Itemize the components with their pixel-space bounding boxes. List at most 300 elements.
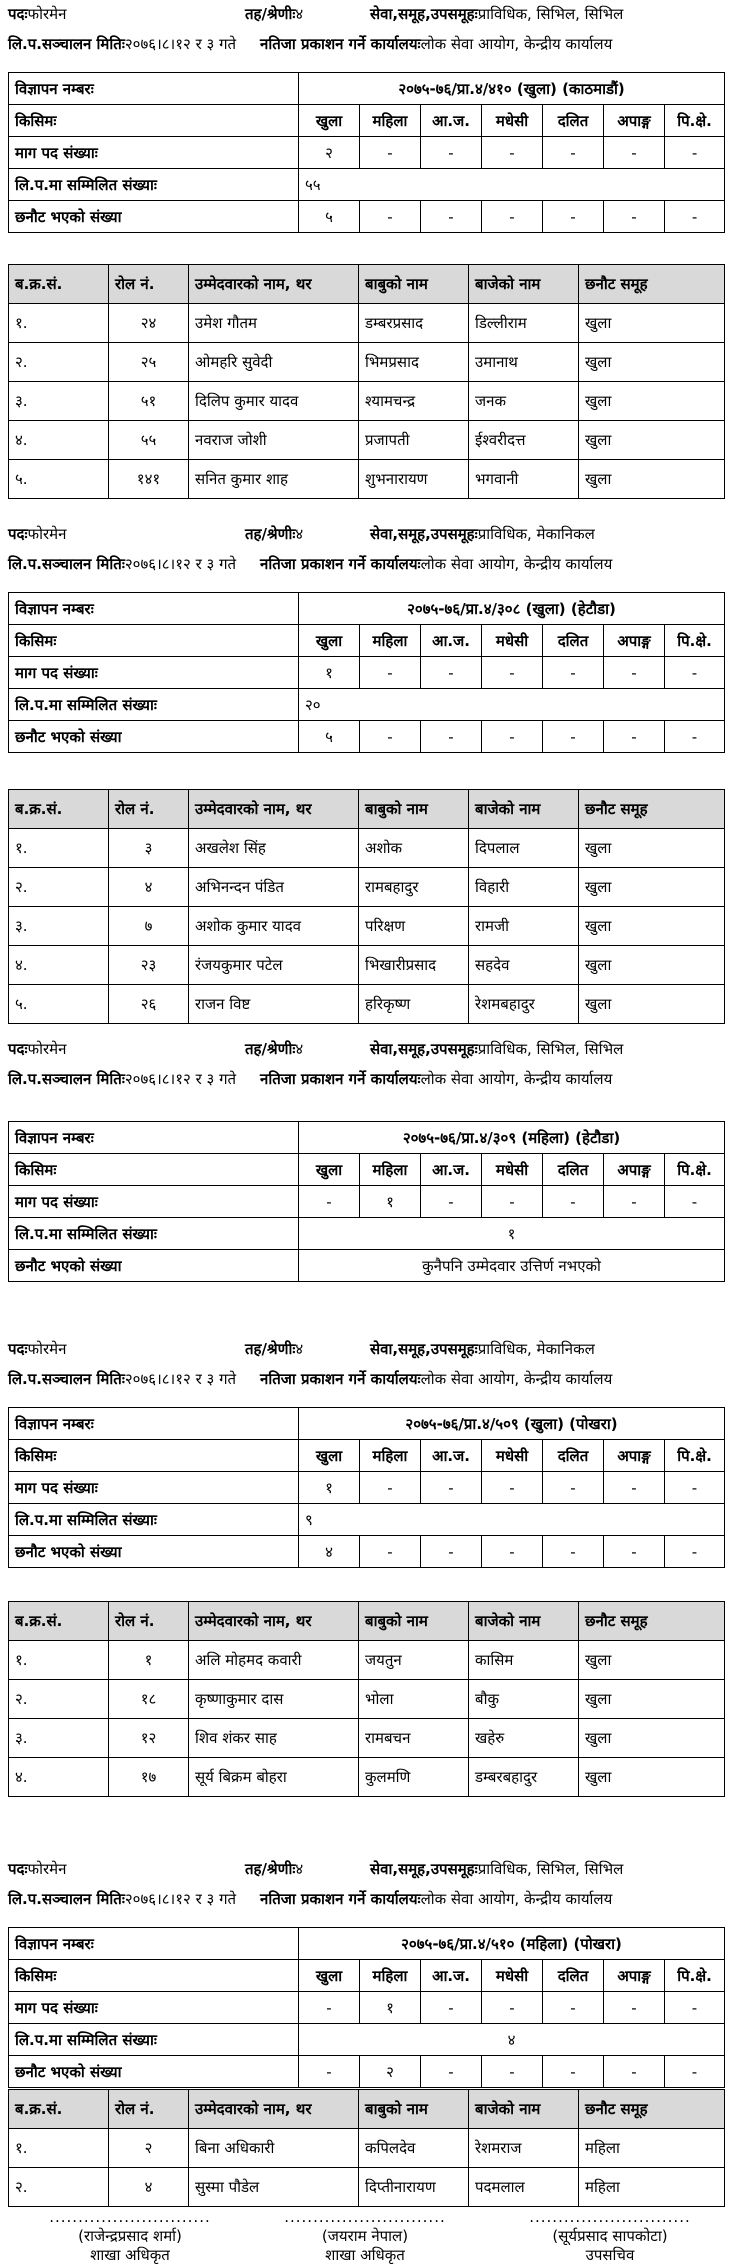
- written-count-value: ९: [299, 1504, 725, 1536]
- office-field: [260, 1069, 613, 1089]
- level-label: तह/श्रेणीः: [245, 1340, 296, 1358]
- advertisement-info-table: [8, 1121, 725, 1282]
- adv-number-value: २०७५-७६/प्रा.४/३०८ (खुला) (हेटौडा): [299, 593, 725, 625]
- table-cell: १८: [109, 1680, 189, 1719]
- demand-value: -: [543, 657, 604, 689]
- selected-value: -: [604, 1536, 665, 1568]
- selected-value: -: [421, 201, 482, 233]
- exam-date-value: २०७६।८।१२ र ३ गते: [124, 1070, 237, 1088]
- category-header: अपाङ्ग: [604, 625, 665, 657]
- candidates-header-row: [9, 265, 725, 304]
- table-cell: ४.: [9, 946, 109, 985]
- level-label: तह/श्रेणीः: [245, 1040, 296, 1058]
- table-cell: नवराज जोशी: [189, 421, 359, 460]
- selected-value: ४: [299, 1536, 360, 1568]
- table-row: [9, 907, 725, 946]
- table-cell: खुला: [579, 868, 725, 907]
- table-cell: भगवानी: [469, 460, 579, 499]
- selected-value: -: [421, 1536, 482, 1568]
- written-count-value: ५५: [299, 169, 725, 201]
- type-label: किसिमः: [9, 625, 299, 657]
- table-cell: डिल्लीराम: [469, 304, 579, 343]
- demand-value: -: [604, 137, 665, 169]
- post-value: फोरमेन: [27, 1340, 67, 1358]
- demand-value: १: [360, 1992, 421, 2024]
- demand-row: [9, 657, 725, 689]
- table-row: [9, 2129, 725, 2168]
- table-row: [9, 985, 725, 1024]
- category-header: आ.ज.: [421, 1960, 482, 1992]
- demand-label: माग पद संख्याः: [9, 1472, 299, 1504]
- written-row: [9, 689, 725, 721]
- section-header-line-1: [0, 1859, 734, 1889]
- post-value: फोरमेन: [27, 5, 67, 23]
- table-cell: कुलमणि: [359, 1758, 469, 1797]
- office-label: नतिजा प्रकाशन गर्ने कार्यालयः: [260, 1070, 421, 1088]
- selected-value: -: [360, 201, 421, 233]
- table-cell: महिला: [579, 2168, 725, 2207]
- written-row: [9, 1218, 725, 1250]
- candidates-header-row: [9, 1602, 725, 1641]
- section-header-line-1: [0, 1039, 734, 1069]
- office-label: नतिजा प्रकाशन गर्ने कार्यालयः: [260, 555, 421, 573]
- service-field: [370, 1039, 624, 1059]
- table-cell: खुला: [579, 1641, 725, 1680]
- table-cell: २.: [9, 2168, 109, 2207]
- written-count-value: २०: [299, 689, 725, 721]
- demand-value: १: [299, 1472, 360, 1504]
- adv-number-value: २०७५-७६/प्रा.४/३०९ (महिला) (हेटौडा): [299, 1122, 725, 1154]
- demand-label: माग पद संख्याः: [9, 657, 299, 689]
- category-header: पि.क्षे.: [665, 1960, 725, 1992]
- demand-value: -: [665, 1472, 725, 1504]
- signature-1-title: शाखा अधिकृत: [90, 2246, 170, 2264]
- demand-value: १: [360, 1186, 421, 1218]
- written-count-value: १: [299, 1218, 725, 1250]
- selected-value: -: [360, 1536, 421, 1568]
- demand-label: माग पद संख्याः: [9, 1186, 299, 1218]
- selected-value: -: [665, 201, 725, 233]
- type-label: किसिमः: [9, 105, 299, 137]
- selected-row: [9, 721, 725, 753]
- service-field: [370, 1859, 624, 1879]
- table-cell: २४: [109, 304, 189, 343]
- service-value: प्राविधिक, सिभिल, सिभिल: [477, 1860, 624, 1878]
- exam-date-field: [8, 1369, 237, 1389]
- level-value: ४: [295, 5, 304, 23]
- category-header: खुला: [299, 1154, 360, 1186]
- table-cell: ३: [109, 829, 189, 868]
- written-row: [9, 2024, 725, 2056]
- adv-number-value: २०७५-७६/प्रा.४/५०९ (खुला) (पोखरा): [299, 1408, 725, 1440]
- table-cell: ईश्वरीदत्त: [469, 421, 579, 460]
- demand-label: माग पद संख्याः: [9, 1992, 299, 2024]
- selected-value: २: [360, 2056, 421, 2088]
- category-header: खुला: [299, 1440, 360, 1472]
- table-row: [9, 829, 725, 868]
- signature-3-title: उपसचिव: [585, 2246, 635, 2264]
- service-field: [370, 524, 595, 544]
- office-field: [260, 1889, 613, 1909]
- demand-value: -: [360, 657, 421, 689]
- written-count-label: लि.प.मा सम्मिलित संख्याः: [9, 1218, 299, 1250]
- demand-row: [9, 1186, 725, 1218]
- column-header: बाजेको नाम: [469, 1602, 579, 1641]
- written-count-label: लि.प.मा सम्मिलित संख्याः: [9, 169, 299, 201]
- candidates-table: [8, 1601, 725, 1797]
- table-cell: बिना अधिकारी: [189, 2129, 359, 2168]
- category-header: महिला: [360, 105, 421, 137]
- service-label: सेवा,समूह,उपसमूहः: [370, 1040, 478, 1058]
- adv-number-row: [9, 1122, 725, 1154]
- demand-value: -: [543, 1186, 604, 1218]
- section-header-line-1: [0, 4, 734, 34]
- table-cell: महिला: [579, 2129, 725, 2168]
- exam-date-label: लि.प.सञ्चालन मितिः: [8, 35, 125, 53]
- demand-value: -: [665, 137, 725, 169]
- candidates-table: [8, 789, 725, 1024]
- table-cell: ३.: [9, 382, 109, 421]
- demand-value: -: [421, 657, 482, 689]
- post-label: पदः: [8, 5, 28, 23]
- table-row: [9, 1680, 725, 1719]
- signature-3: ............................ (सूर्यप्रसाद सापकोटा) उपसचिव: [510, 2208, 710, 2265]
- table-cell: अभिनन्दन पंडित: [189, 868, 359, 907]
- exam-date-label: लि.प.सञ्चालन मितिः: [8, 1070, 125, 1088]
- column-header: बाबुको नाम: [359, 265, 469, 304]
- category-header: आ.ज.: [421, 625, 482, 657]
- column-header: बाबुको नाम: [359, 2090, 469, 2129]
- selected-value: -: [604, 201, 665, 233]
- column-header: उम्मेदवारको नाम, थर: [189, 1602, 359, 1641]
- table-cell: खुला: [579, 421, 725, 460]
- category-row: [9, 1154, 725, 1186]
- table-cell: कासिम: [469, 1641, 579, 1680]
- table-cell: जनक: [469, 382, 579, 421]
- level-field: [245, 4, 304, 24]
- exam-date-field: [8, 554, 237, 574]
- selected-value: -: [665, 1536, 725, 1568]
- table-cell: ४: [109, 2168, 189, 2207]
- table-cell: दिपलाल: [469, 829, 579, 868]
- column-header: रोल नं.: [109, 1602, 189, 1641]
- selected-value: -: [421, 2056, 482, 2088]
- table-cell: २: [109, 2129, 189, 2168]
- table-cell: ४: [109, 868, 189, 907]
- table-cell: १.: [9, 2129, 109, 2168]
- demand-value: -: [482, 1472, 543, 1504]
- demand-value: -: [299, 1992, 360, 2024]
- adv-number-label: विज्ञापन नम्बरः: [9, 593, 299, 625]
- level-label: तह/श्रेणीः: [245, 5, 296, 23]
- signature-1: ............................ (राजेन्द्रप्रसाद शर्मा) शाखा अधिकृत: [30, 2208, 230, 2265]
- table-cell: सूर्य बिक्रम बोहरा: [189, 1758, 359, 1797]
- demand-row: [9, 1472, 725, 1504]
- category-header: दलित: [543, 105, 604, 137]
- advertisement-info-table: [8, 592, 725, 753]
- column-header: छनौट समूह: [579, 790, 725, 829]
- category-header: दलित: [543, 1960, 604, 1992]
- table-cell: खुला: [579, 907, 725, 946]
- table-cell: ५.: [9, 460, 109, 499]
- signature-2-title: शाखा अधिकृत: [325, 2246, 405, 2264]
- category-row: [9, 1960, 725, 1992]
- section-header-line-1: [0, 524, 734, 554]
- category-header: पि.क्षे.: [665, 105, 725, 137]
- signature-3-name: (सूर्यप्रसाद सापकोटा): [552, 2227, 668, 2245]
- demand-value: -: [421, 1186, 482, 1218]
- table-cell: विहारी: [469, 868, 579, 907]
- selected-value: -: [543, 721, 604, 753]
- post-field: [8, 4, 67, 24]
- demand-row: [9, 137, 725, 169]
- selected-value: -: [482, 721, 543, 753]
- selected-value: -: [604, 721, 665, 753]
- post-field: [8, 1859, 67, 1879]
- column-header: उम्मेदवारको नाम, थर: [189, 2090, 359, 2129]
- post-value: फोरमेन: [27, 1860, 67, 1878]
- level-field: [245, 1339, 304, 1359]
- category-row: [9, 1440, 725, 1472]
- table-cell: जयतुन: [359, 1641, 469, 1680]
- category-header: पि.क्षे.: [665, 1154, 725, 1186]
- demand-value: -: [665, 657, 725, 689]
- service-value: प्राविधिक, मेकानिकल: [477, 1340, 595, 1358]
- table-cell: भिमप्रसाद: [359, 343, 469, 382]
- category-header: मधेसी: [482, 1440, 543, 1472]
- table-cell: प्रजापती: [359, 421, 469, 460]
- table-cell: खुला: [579, 1719, 725, 1758]
- level-value: ४: [295, 1340, 304, 1358]
- exam-date-value: २०७६।८।१२ र ३ गते: [124, 35, 237, 53]
- table-cell: २.: [9, 868, 109, 907]
- written-count-label: लि.प.मा सम्मिलित संख्याः: [9, 689, 299, 721]
- selected-count-label: छनौट भएको संख्या: [9, 721, 299, 753]
- section-header-line-2: [0, 554, 734, 584]
- table-cell: खुला: [579, 1758, 725, 1797]
- table-cell: खहेरु: [469, 1719, 579, 1758]
- post-label: पदः: [8, 1860, 28, 1878]
- demand-value: -: [604, 657, 665, 689]
- demand-value: -: [604, 1992, 665, 2024]
- service-value: प्राविधिक, सिभिल, सिभिल: [477, 1040, 624, 1058]
- category-header: दलित: [543, 625, 604, 657]
- table-cell: ४.: [9, 421, 109, 460]
- category-header: अपाङ्ग: [604, 1440, 665, 1472]
- category-row: [9, 625, 725, 657]
- adv-number-row: [9, 593, 725, 625]
- table-cell: अखलेश सिंह: [189, 829, 359, 868]
- table-cell: रेशमबहादुर: [469, 985, 579, 1024]
- table-cell: राजन विष्ट: [189, 985, 359, 1024]
- section-header-line-2: [0, 1369, 734, 1399]
- category-header: आ.ज.: [421, 1154, 482, 1186]
- office-label: नतिजा प्रकाशन गर्ने कार्यालयः: [260, 1370, 421, 1388]
- column-header: बाजेको नाम: [469, 2090, 579, 2129]
- written-count-value: ४: [299, 2024, 725, 2056]
- category-header: महिला: [360, 625, 421, 657]
- table-cell: शिव शंकर साह: [189, 1719, 359, 1758]
- office-field: [260, 554, 613, 574]
- category-header: खुला: [299, 625, 360, 657]
- category-header: महिला: [360, 1154, 421, 1186]
- table-cell: सुस्मा पौडेल: [189, 2168, 359, 2207]
- office-label: नतिजा प्रकाशन गर्ने कार्यालयः: [260, 1890, 421, 1908]
- result-section-2: [0, 524, 734, 1013]
- post-value: फोरमेन: [27, 1040, 67, 1058]
- table-cell: खुला: [579, 343, 725, 382]
- office-value: लोक सेवा आयोग, केन्द्रीय कार्यालय: [420, 555, 613, 573]
- result-section-4: [0, 1339, 734, 1786]
- category-header: अपाङ्ग: [604, 1960, 665, 1992]
- table-cell: पदमलाल: [469, 2168, 579, 2207]
- table-cell: दिप्तीनारायण: [359, 2168, 469, 2207]
- demand-value: -: [299, 1186, 360, 1218]
- column-header: बाबुको नाम: [359, 790, 469, 829]
- category-header: पि.क्षे.: [665, 1440, 725, 1472]
- result-section-5: [0, 1859, 734, 2196]
- section-header-line-2: [0, 34, 734, 64]
- table-row: [9, 946, 725, 985]
- service-field: [370, 1339, 595, 1359]
- column-header: ब.क्र.सं.: [9, 2090, 109, 2129]
- table-cell: उमेश गौतम: [189, 304, 359, 343]
- result-section-3: [0, 1039, 734, 1275]
- demand-value: -: [665, 1186, 725, 1218]
- table-cell: ५१: [109, 382, 189, 421]
- written-count-label: लि.प.मा सम्मिलित संख्याः: [9, 2024, 299, 2056]
- table-cell: रामजी: [469, 907, 579, 946]
- written-row: [9, 169, 725, 201]
- column-header: रोल नं.: [109, 265, 189, 304]
- selected-value: -: [360, 721, 421, 753]
- office-value: लोक सेवा आयोग, केन्द्रीय कार्यालय: [420, 35, 613, 53]
- table-cell: १.: [9, 1641, 109, 1680]
- table-cell: परिक्षण: [359, 907, 469, 946]
- selected-row: [9, 2056, 725, 2088]
- category-header: मधेसी: [482, 1960, 543, 1992]
- table-cell: रंजयकुमार पटेल: [189, 946, 359, 985]
- selected-value: -: [665, 2056, 725, 2088]
- demand-value: -: [360, 1472, 421, 1504]
- demand-value: -: [665, 1992, 725, 2024]
- table-cell: खुला: [579, 460, 725, 499]
- column-header: रोल नं.: [109, 2090, 189, 2129]
- section-header-line-1: [0, 1339, 734, 1369]
- table-cell: कपिलदेव: [359, 2129, 469, 2168]
- selected-value: -: [299, 2056, 360, 2088]
- column-header: बाजेको नाम: [469, 790, 579, 829]
- exam-date-field: [8, 1069, 237, 1089]
- level-field: [245, 524, 304, 544]
- table-cell: २.: [9, 1680, 109, 1719]
- advertisement-info-table: [8, 72, 725, 233]
- adv-number-row: [9, 73, 725, 105]
- office-value: लोक सेवा आयोग, केन्द्रीय कार्यालय: [420, 1890, 613, 1908]
- candidates-table: [8, 264, 725, 499]
- category-header: मधेसी: [482, 1154, 543, 1186]
- table-cell: शुभनारायण: [359, 460, 469, 499]
- table-cell: १२: [109, 1719, 189, 1758]
- level-value: ४: [295, 1860, 304, 1878]
- demand-value: -: [421, 1472, 482, 1504]
- adv-number-label: विज्ञापन नम्बरः: [9, 1122, 299, 1154]
- table-cell: खुला: [579, 304, 725, 343]
- written-count-label: लि.प.मा सम्मिलित संख्याः: [9, 1504, 299, 1536]
- table-cell: खुला: [579, 1680, 725, 1719]
- table-cell: भिखारीप्रसाद: [359, 946, 469, 985]
- selected-value: -: [482, 201, 543, 233]
- table-cell: १.: [9, 829, 109, 868]
- table-cell: सहदेव: [469, 946, 579, 985]
- signature-2-name: (जयराम नेपाल): [321, 2227, 409, 2245]
- table-cell: हरिकृष्ण: [359, 985, 469, 1024]
- table-cell: श्यामचन्द्र: [359, 382, 469, 421]
- demand-value: -: [543, 1472, 604, 1504]
- table-cell: सनित कुमार शाह: [189, 460, 359, 499]
- office-value: लोक सेवा आयोग, केन्द्रीय कार्यालय: [420, 1070, 613, 1088]
- post-field: [8, 524, 67, 544]
- demand-value: -: [482, 1992, 543, 2024]
- column-header: छनौट समूह: [579, 1602, 725, 1641]
- selected-value: -: [543, 201, 604, 233]
- service-value: प्राविधिक, सिभिल, सिभिल: [477, 5, 624, 23]
- table-cell: १४१: [109, 460, 189, 499]
- table-cell: रेशमराज: [469, 2129, 579, 2168]
- post-label: पदः: [8, 1040, 28, 1058]
- service-label: सेवा,समूह,उपसमूहः: [370, 1340, 478, 1358]
- demand-value: १: [299, 657, 360, 689]
- candidates-header-row: [9, 790, 725, 829]
- selected-value: -: [665, 721, 725, 753]
- category-header: दलित: [543, 1154, 604, 1186]
- category-header: आ.ज.: [421, 105, 482, 137]
- office-field: [260, 34, 613, 54]
- type-label: किसिमः: [9, 1154, 299, 1186]
- table-cell: अलि मोहमद कवारी: [189, 1641, 359, 1680]
- column-header: बाजेको नाम: [469, 265, 579, 304]
- table-row: [9, 1641, 725, 1680]
- demand-value: -: [482, 137, 543, 169]
- demand-value: -: [482, 657, 543, 689]
- demand-value: -: [604, 1186, 665, 1218]
- table-row: [9, 460, 725, 499]
- table-cell: खुला: [579, 829, 725, 868]
- adv-number-label: विज्ञापन नम्बरः: [9, 1408, 299, 1440]
- office-value: लोक सेवा आयोग, केन्द्रीय कार्यालय: [420, 1370, 613, 1388]
- table-cell: डम्बरप्रसाद: [359, 304, 469, 343]
- table-cell: १७: [109, 1758, 189, 1797]
- exam-date-value: २०७६।८।१२ र ३ गते: [124, 555, 237, 573]
- column-header: ब.क्र.सं.: [9, 265, 109, 304]
- table-cell: खुला: [579, 985, 725, 1024]
- column-header: छनौट समूह: [579, 2090, 725, 2129]
- table-cell: ५५: [109, 421, 189, 460]
- table-cell: भोला: [359, 1680, 469, 1719]
- demand-value: -: [543, 1992, 604, 2024]
- selected-value: -: [543, 2056, 604, 2088]
- column-header: ब.क्र.सं.: [9, 790, 109, 829]
- type-label: किसिमः: [9, 1960, 299, 1992]
- table-cell: कृष्णाकुमार दास: [189, 1680, 359, 1719]
- table-cell: २५: [109, 343, 189, 382]
- level-field: [245, 1039, 304, 1059]
- level-label: तह/श्रेणीः: [245, 1860, 296, 1878]
- post-value: फोरमेन: [27, 525, 67, 543]
- category-header: मधेसी: [482, 105, 543, 137]
- selected-row: [9, 1250, 725, 1282]
- selected-count-label: छनौट भएको संख्या: [9, 1250, 299, 1282]
